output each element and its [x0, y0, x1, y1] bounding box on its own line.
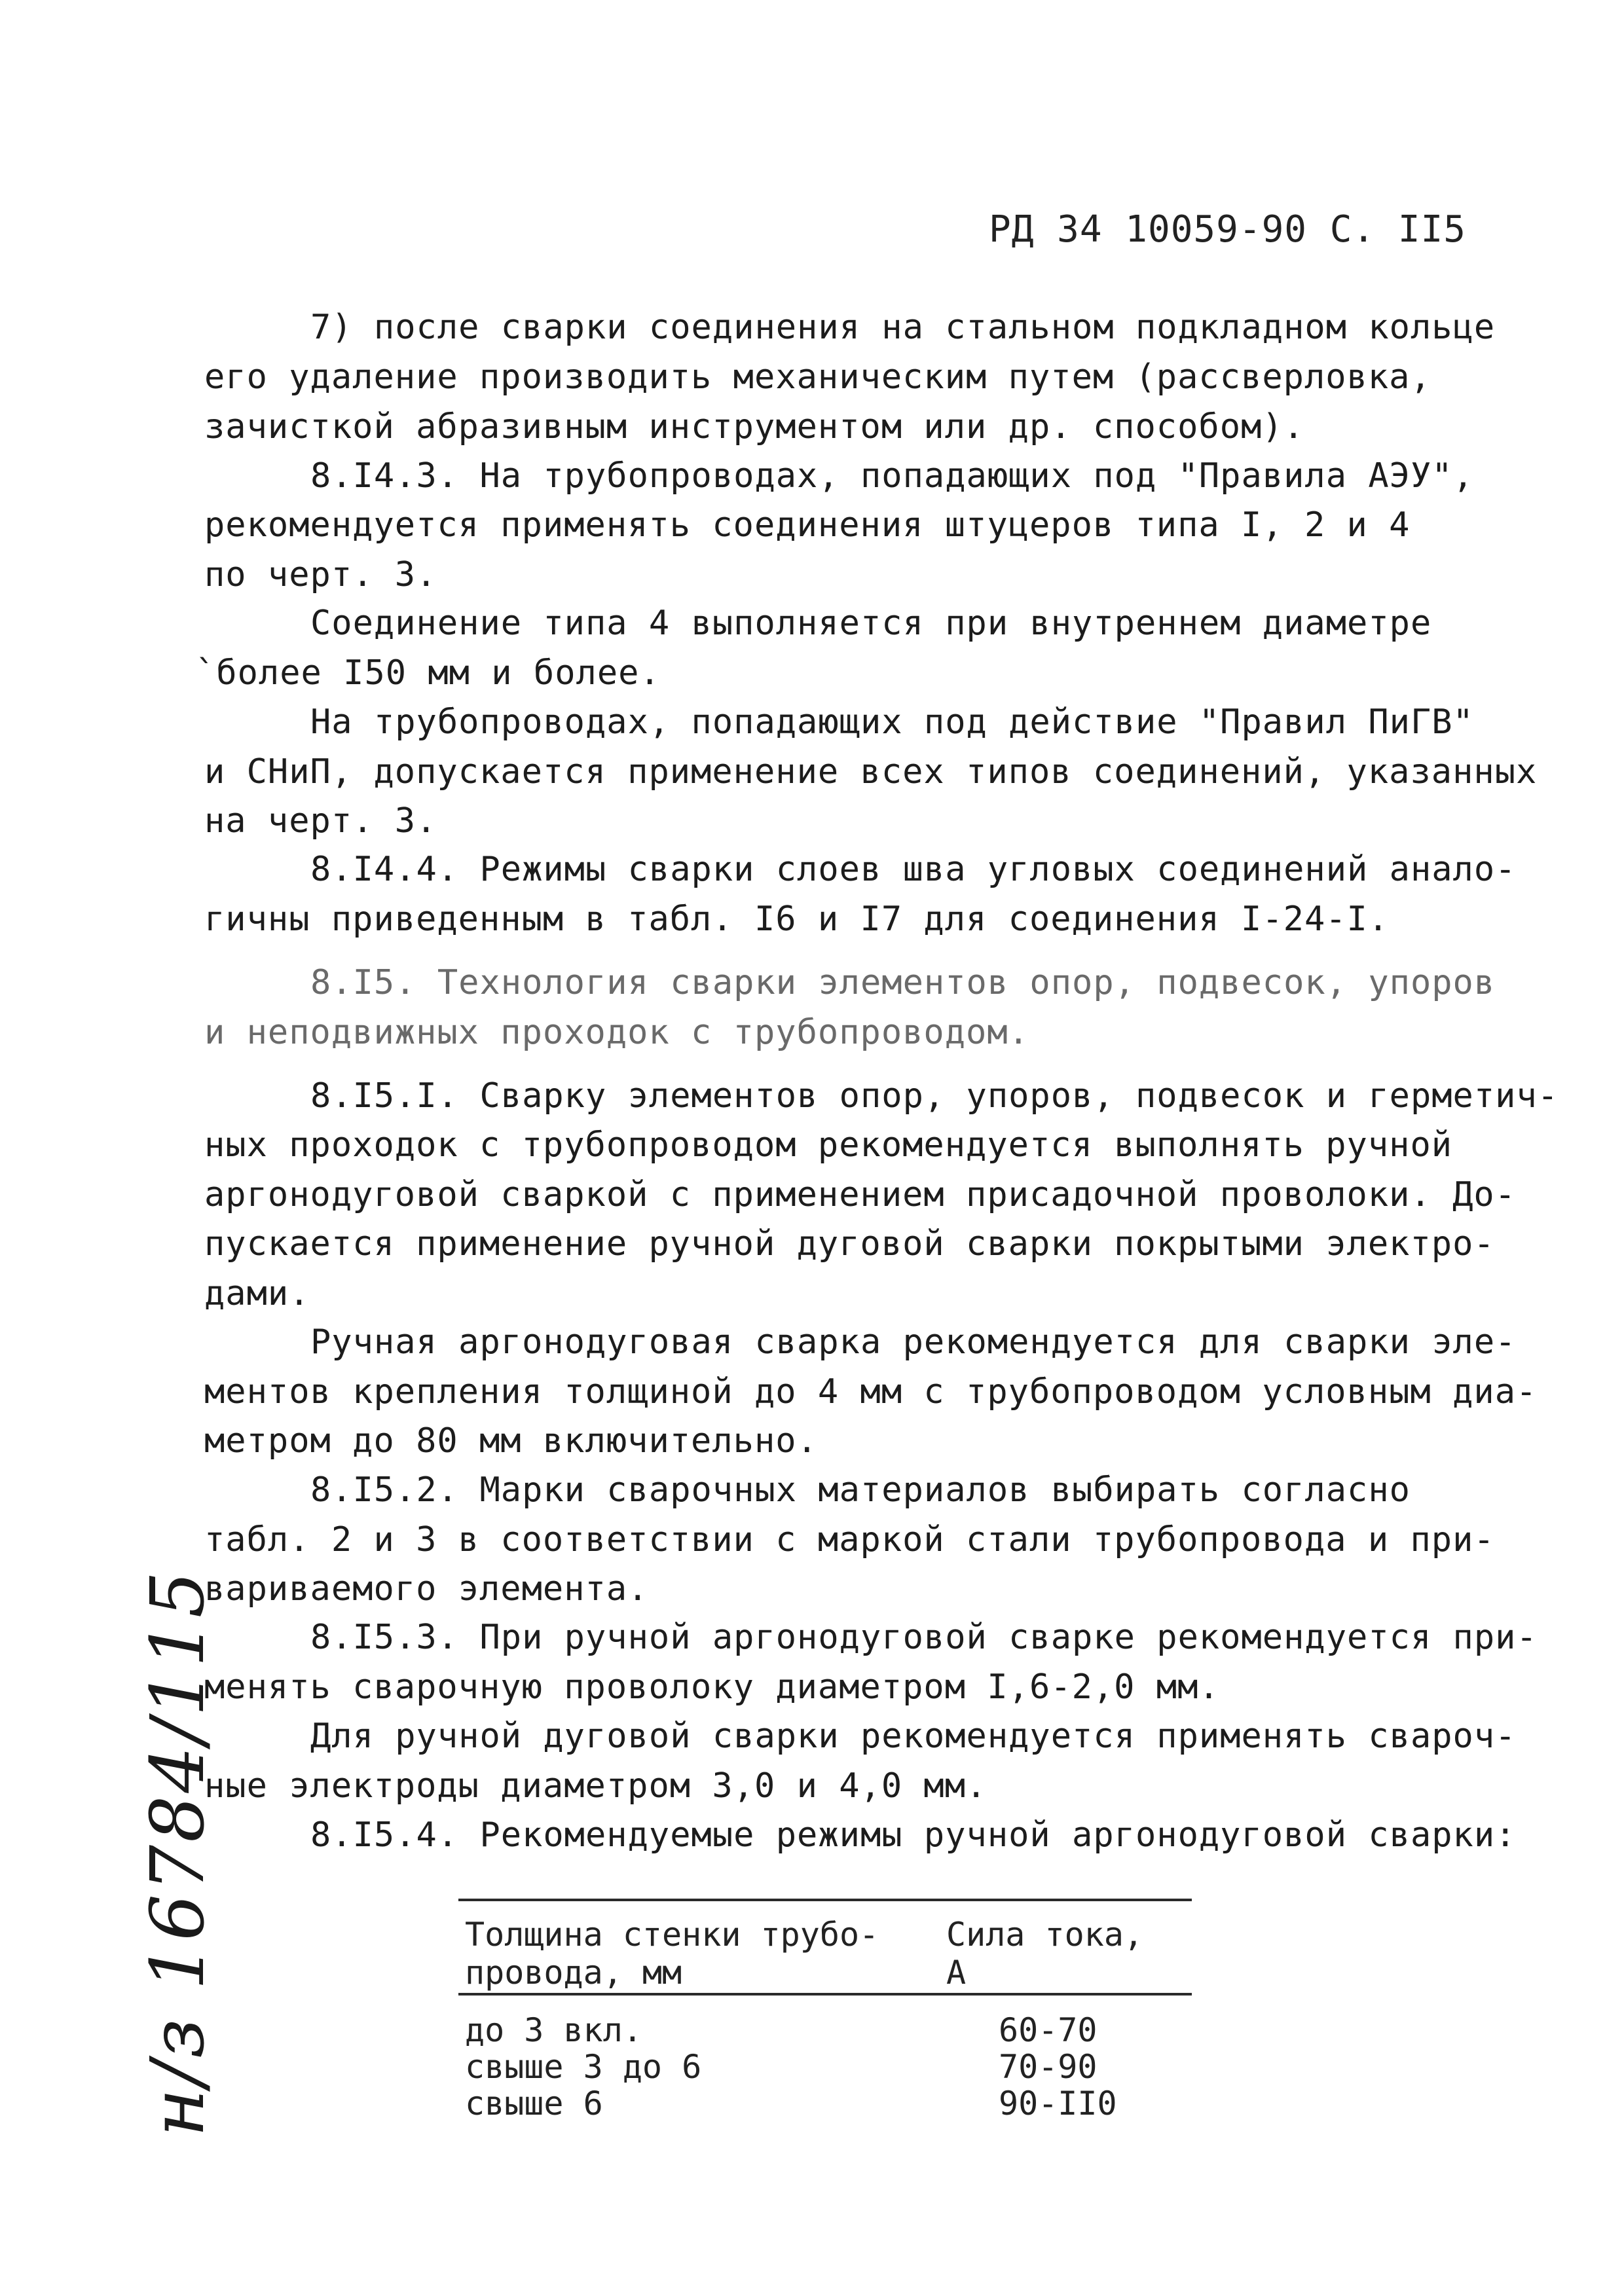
table-row-current: 90-II0	[999, 2085, 1117, 2123]
handwritten-margin-note	[113, 1525, 244, 2180]
text-line: дами.	[204, 1274, 310, 1313]
table-row-thickness: свыше 6	[465, 2085, 603, 2123]
text-line: рекомендуется применять соединения штуцеров типа I, 2 и 4	[204, 505, 1411, 545]
text-line: метром до 80 мм включительно.	[204, 1421, 818, 1461]
page-header: РД 34 10059-90 С. II5	[989, 208, 1467, 251]
text-line: Соединение типа 4 выполняется при внутреннем диаметре	[310, 604, 1432, 643]
section-heading: и неподвижных проходок с трубопроводом.	[204, 1013, 1029, 1052]
text-line: зачисткой абразивным инструментом или др. способом).	[204, 407, 1304, 446]
text-line: На трубопроводах, попадающих под действие "Правил ПиГВ"	[310, 702, 1474, 742]
table-header-cell: А	[946, 1954, 967, 1992]
text-line: 8.I5.2. Марки сварочных материалов выбирать согласно	[310, 1470, 1411, 1510]
text-line: вариваемого элемента.	[204, 1569, 649, 1609]
table-row-current: 70-90	[999, 2048, 1098, 2086]
text-line: ментов крепления толщиной до 4 мм с трубопроводом условным диа-	[204, 1372, 1538, 1412]
table-header-cell: Толщина стенки трубо-	[465, 1916, 879, 1954]
text-line: пускается применение ручной дуговой сварки покрытыми электро-	[204, 1224, 1495, 1264]
text-line: на черт. 3.	[204, 801, 437, 841]
text-line: ных проходок с трубопроводом рекомендуется выполнять ручной	[204, 1125, 1453, 1165]
text-line: 8.I5.4. Рекомендуемые режимы ручной аргонодуговой сварки:	[310, 1815, 1517, 1855]
text-line: 7) после сварки соединения на стальном подкладном кольце	[310, 308, 1496, 347]
section-heading: 8.I5. Технология сварки элементов опор, подвесок, упоров	[310, 963, 1496, 1002]
table-row-thickness: свыше 3 до 6	[465, 2048, 702, 2086]
text-line: табл. 2 и 3 в соответствии с маркой стали трубопровода и при-	[204, 1520, 1495, 1559]
margin-note-text: н/з 16784/115	[136, 1569, 221, 2137]
text-line: 8.I5.I. Сварку элементов опор, упоров, подвесок и герметич-	[310, 1076, 1559, 1116]
text-line: аргонодуговой сваркой с применением присадочной проволоки. До-	[204, 1175, 1517, 1214]
text-line: ные электроды диаметром 3,0 и 4,0 мм.	[204, 1766, 987, 1806]
text-line: его удаление производить механическим путем (рассверловка,	[204, 357, 1431, 397]
table-top-rule	[458, 1899, 1192, 1901]
text-line: `более I50 мм и более.	[195, 653, 661, 693]
text-line: Для ручной дуговой сварки рекомендуется применять свароч-	[310, 1717, 1517, 1756]
text-line: 8.I4.3. На трубопроводах, попадающих под "Правила АЭУ",	[310, 456, 1474, 496]
table-row-thickness: до 3 вкл.	[465, 2011, 642, 2049]
text-line: менять сварочную проволоку диаметром I,6-2,0 мм.	[204, 1667, 1220, 1707]
text-line: 8.I4.4. Режимы сварки слоев шва угловых соединений анало-	[310, 850, 1517, 889]
text-line: и СНиП, допускается применение всех типов соединений, указанных	[204, 752, 1538, 792]
text-line: 8.I5.3. При ручной аргонодуговой сварке рекомендуется при-	[310, 1618, 1538, 1657]
text-line: Ручная аргонодуговая сварка рекомендуется для сварки эле-	[310, 1322, 1517, 1362]
table-header-rule	[458, 1993, 1192, 1995]
table-row-current: 60-70	[999, 2011, 1098, 2049]
text-line: гичны приведенным в табл. I6 и I7 для соединения I-24-I.	[204, 900, 1390, 939]
table-header-cell: Сила тока,	[946, 1916, 1144, 1954]
table-header-cell: провода, мм	[465, 1954, 682, 1992]
text-line: по черт. 3.	[204, 555, 437, 594]
